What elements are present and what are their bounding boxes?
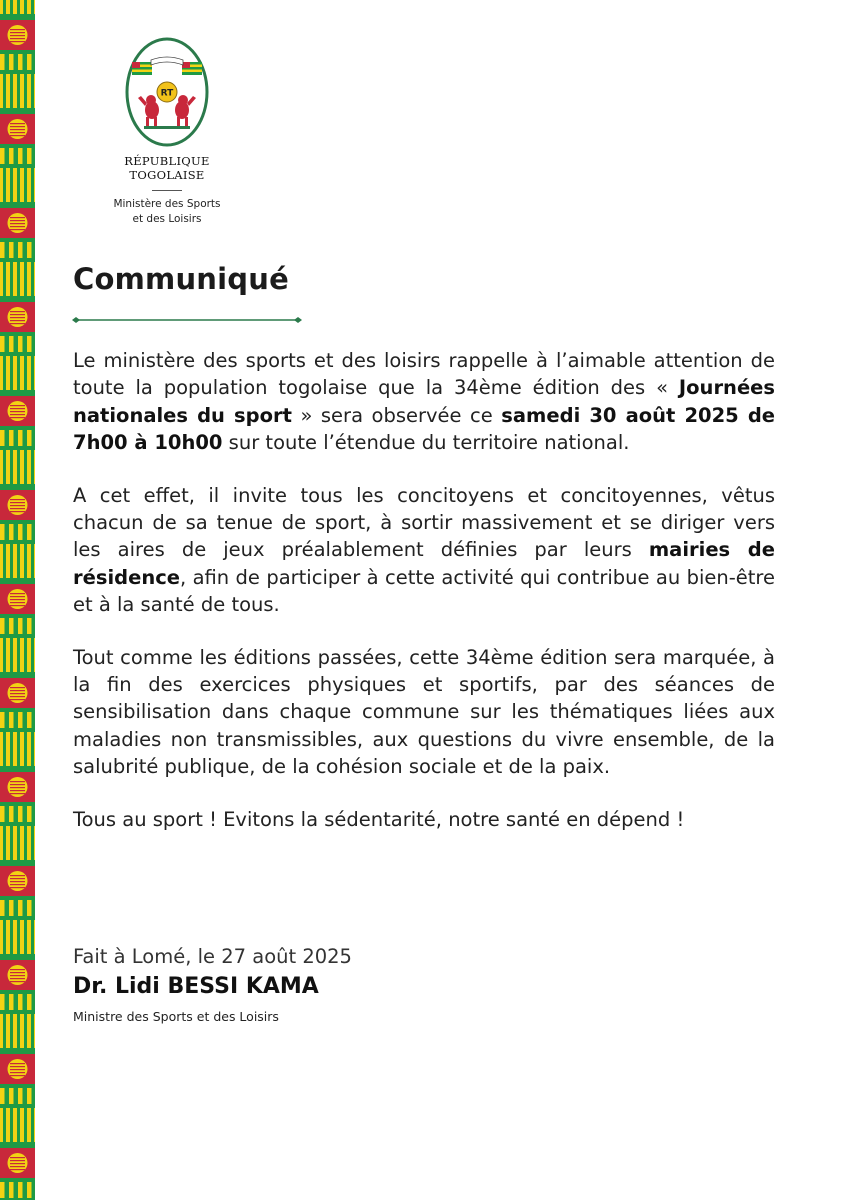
- border-medallion-line: [10, 1063, 25, 1064]
- border-stripe: [3, 920, 6, 954]
- border-stripe: [3, 0, 6, 14]
- border-stripe: [17, 450, 20, 484]
- border-check: [9, 524, 14, 540]
- border-stripe: [24, 356, 27, 390]
- border-medallion-line: [10, 408, 25, 409]
- border-check: [18, 336, 23, 352]
- border-stripe: [3, 356, 6, 390]
- document-title: Communiqué: [73, 262, 289, 296]
- p1-text-2: » sera observée ce: [291, 403, 502, 427]
- border-medallion-line: [10, 969, 25, 970]
- border-check: [18, 900, 23, 916]
- border-medallion-line: [10, 132, 25, 133]
- border-medallion-line: [10, 502, 25, 503]
- border-medallion-line: [10, 978, 25, 979]
- border-check: [9, 712, 14, 728]
- border-stripe: [31, 0, 34, 14]
- border-medallion-line: [10, 32, 25, 33]
- border-check: [18, 242, 23, 258]
- border-medallion-line: [10, 793, 25, 794]
- republic-name: RÉPUBLIQUE TOGOLAISE: [124, 154, 210, 182]
- border-stripe: [10, 168, 13, 202]
- border-medallion-line: [10, 35, 25, 36]
- border-stripe: [31, 168, 34, 202]
- border-stripe: [17, 262, 20, 296]
- border-stripe: [31, 920, 34, 954]
- border-medallion-line: [10, 605, 25, 606]
- border-check: [9, 148, 14, 164]
- p1-text-1: Le ministère des sports et des loisirs rappelle à l’aimable attention de toute la population togolaise que la 34ème édition des «: [73, 349, 775, 400]
- border-check: [0, 806, 5, 822]
- border-stripe: [10, 1108, 13, 1142]
- border-medallion-line: [10, 320, 25, 321]
- border-check: [0, 994, 5, 1010]
- border-stripe: [24, 74, 27, 108]
- p2-mairies: mairies de résidence: [73, 538, 775, 589]
- border-check: [27, 900, 32, 916]
- border-stripe: [31, 1108, 34, 1142]
- border-medallion-line: [10, 887, 25, 888]
- p1-text-3: sur toute l’étendue du territoire national.: [222, 431, 630, 455]
- border-check: [9, 242, 14, 258]
- border-stripe: [31, 262, 34, 296]
- border-medallion-line: [10, 790, 25, 791]
- border-stripe: [24, 450, 27, 484]
- border-stripe: [17, 356, 20, 390]
- border-medallion-line: [10, 593, 25, 594]
- border-stripe: [31, 74, 34, 108]
- border-medallion-line: [10, 690, 25, 691]
- border-stripe: [17, 168, 20, 202]
- border-medallion-line: [10, 499, 25, 500]
- border-check: [0, 242, 5, 258]
- border-stripe: [3, 168, 6, 202]
- communique-body: [73, 347, 775, 858]
- paragraph-awareness: Tout comme les éditions passées, cette 34ème édition sera marquée, à la fin des exercices physiques et sportifs, par des séances de sensibilisation dans chaque commune sur les thématiques liées aux maladies non transmissibles, aux questions du vivre ensemble, de la salubrité publique, de la cohésion sociale et de la paix.: [73, 645, 775, 779]
- border-stripe: [10, 732, 13, 766]
- border-check: [27, 148, 32, 164]
- border-check: [18, 430, 23, 446]
- border-medallion-line: [10, 784, 25, 785]
- border-stripe: [3, 826, 6, 860]
- border-medallion-line: [10, 1066, 25, 1067]
- flag-right-icon: [182, 62, 202, 75]
- border-check: [18, 1182, 23, 1198]
- border-stripe: [17, 74, 20, 108]
- border-check: [0, 148, 5, 164]
- border-medallion-line: [10, 126, 25, 127]
- border-stripe: [10, 920, 13, 954]
- header-divider: [152, 190, 182, 191]
- border-medallion-line: [10, 314, 25, 315]
- border-medallion-line: [10, 875, 25, 876]
- border-medallion-line: [10, 323, 25, 324]
- paragraph-slogan: Tous au sport ! Evitons la sédentarité, notre santé en dépend !: [73, 807, 685, 831]
- border-check: [0, 524, 5, 540]
- border-medallion-line: [10, 226, 25, 227]
- border-stripe: [3, 732, 6, 766]
- signatory-title: Ministre des Sports et des Loisirs: [73, 1009, 279, 1024]
- paragraph-announcement: [73, 347, 775, 457]
- border-check: [9, 1088, 14, 1104]
- border-medallion-line: [10, 217, 25, 218]
- border-check: [0, 618, 5, 634]
- border-medallion-line: [10, 878, 25, 879]
- border-stripe: [24, 638, 27, 672]
- border-stripe: [10, 544, 13, 578]
- border-medallion-line: [10, 38, 25, 39]
- border-check: [27, 336, 32, 352]
- title-divider: [72, 314, 302, 326]
- border-stripe: [24, 826, 27, 860]
- border-stripe: [24, 1014, 27, 1048]
- border-check: [18, 524, 23, 540]
- border-stripe: [3, 450, 6, 484]
- paragraph-invitation: [73, 482, 775, 619]
- p2-text-1: A cet effet, il invite tous les concitoyens et concitoyennes, vêtus chacun de sa tenue de sport, à sortir massivement et se diriger vers les aires de jeux préalablement définies par leurs: [73, 483, 775, 562]
- border-medallion-line: [10, 1157, 25, 1158]
- signatory-name: Dr. Lidi BESSI KAMA: [73, 974, 319, 999]
- border-stripe: [3, 262, 6, 296]
- border-check: [9, 994, 14, 1010]
- border-check: [0, 54, 5, 70]
- border-stripe: [10, 1014, 13, 1048]
- border-check: [27, 54, 32, 70]
- border-stripe: [17, 638, 20, 672]
- border-medallion-line: [10, 699, 25, 700]
- border-stripe: [17, 826, 20, 860]
- border-stripe: [24, 1108, 27, 1142]
- border-check: [18, 54, 23, 70]
- seal-initials: RT: [160, 88, 174, 99]
- border-check: [9, 900, 14, 916]
- border-medallion-line: [10, 223, 25, 224]
- border-stripe: [3, 1014, 6, 1048]
- p2-text-2: , afin de participer à cette activité qui contribue au bien-être et à la santé de tous.: [73, 565, 775, 617]
- border-medallion-line: [10, 1075, 25, 1076]
- border-stripe: [24, 920, 27, 954]
- border-check: [27, 618, 32, 634]
- border-stripe: [10, 356, 13, 390]
- ministry-line-1: Ministère des Sports: [113, 198, 221, 210]
- border-stripe: [24, 732, 27, 766]
- border-medallion-line: [10, 411, 25, 412]
- flag-left-icon: [132, 62, 152, 75]
- border-medallion-line: [10, 1072, 25, 1073]
- border-check: [9, 1182, 14, 1198]
- border-stripe: [17, 544, 20, 578]
- border-check: [0, 712, 5, 728]
- border-medallion-line: [10, 787, 25, 788]
- border-stripe: [10, 74, 13, 108]
- border-check: [27, 1088, 32, 1104]
- border-medallion-line: [10, 602, 25, 603]
- border-stripe: [10, 638, 13, 672]
- border-stripe: [17, 920, 20, 954]
- border-stripe: [24, 262, 27, 296]
- border-check: [27, 712, 32, 728]
- border-medallion-line: [10, 884, 25, 885]
- border-medallion-line: [10, 972, 25, 973]
- border-check: [0, 1088, 5, 1104]
- coat-of-arms-logo: [124, 36, 210, 148]
- border-stripe: [31, 1014, 34, 1048]
- border-check: [9, 430, 14, 446]
- border-stripe: [3, 74, 6, 108]
- border-check: [0, 336, 5, 352]
- ministry-line-2: et des Loisirs: [132, 213, 202, 225]
- border-medallion-line: [10, 975, 25, 976]
- border-medallion-line: [10, 41, 25, 42]
- border-check: [27, 1182, 32, 1198]
- border-check: [0, 430, 5, 446]
- border-check: [18, 1088, 23, 1104]
- ministry-name: [97, 197, 237, 227]
- border-medallion-line: [10, 417, 25, 418]
- border-stripe: [31, 826, 34, 860]
- border-stripe: [17, 1014, 20, 1048]
- border-medallion-line: [10, 511, 25, 512]
- border-medallion-line: [10, 29, 25, 30]
- border-medallion-line: [10, 1069, 25, 1070]
- border-check: [18, 148, 23, 164]
- border-check: [9, 618, 14, 634]
- border-stripe: [10, 826, 13, 860]
- border-medallion-line: [10, 123, 25, 124]
- border-stripe: [31, 732, 34, 766]
- border-check: [0, 900, 5, 916]
- border-medallion-line: [10, 229, 25, 230]
- border-stripe: [31, 544, 34, 578]
- border-stripe: [17, 1108, 20, 1142]
- kente-border: [0, 0, 35, 1200]
- border-stripe: [31, 450, 34, 484]
- border-medallion-line: [10, 317, 25, 318]
- border-stripe: [17, 732, 20, 766]
- border-medallion-line: [10, 1166, 25, 1167]
- border-medallion-line: [10, 693, 25, 694]
- border-medallion-line: [10, 1169, 25, 1170]
- letterhead: [97, 36, 237, 227]
- border-medallion-line: [10, 1163, 25, 1164]
- border-medallion-line: [10, 696, 25, 697]
- border-check: [0, 1182, 5, 1198]
- border-medallion-line: [10, 596, 25, 597]
- border-check: [27, 524, 32, 540]
- border-check: [18, 712, 23, 728]
- signature-block: [73, 945, 352, 1024]
- border-stripe: [10, 262, 13, 296]
- border-check: [9, 806, 14, 822]
- p1-event-date: samedi 30 août 2025 de 7h00 à 10h00: [73, 403, 776, 455]
- border-check: [27, 430, 32, 446]
- border-stripe: [31, 638, 34, 672]
- border-medallion-line: [10, 1160, 25, 1161]
- border-stripe: [24, 0, 27, 14]
- border-check: [9, 336, 14, 352]
- border-medallion-line: [10, 505, 25, 506]
- border-medallion-line: [10, 414, 25, 415]
- p1-event-name: Journées nationales du sport: [73, 376, 775, 427]
- border-check: [27, 806, 32, 822]
- border-medallion-line: [10, 405, 25, 406]
- border-medallion-line: [10, 981, 25, 982]
- border-check: [18, 618, 23, 634]
- border-medallion-line: [10, 881, 25, 882]
- border-stripe: [3, 638, 6, 672]
- border-medallion-line: [10, 508, 25, 509]
- border-medallion-line: [10, 135, 25, 136]
- border-medallion-line: [10, 781, 25, 782]
- border-check: [27, 994, 32, 1010]
- border-medallion-line: [10, 687, 25, 688]
- border-stripe: [3, 1108, 6, 1142]
- border-stripe: [24, 168, 27, 202]
- border-stripe: [24, 544, 27, 578]
- border-check: [9, 54, 14, 70]
- border-stripe: [3, 544, 6, 578]
- border-medallion-line: [10, 599, 25, 600]
- border-check: [18, 994, 23, 1010]
- border-medallion-line: [10, 220, 25, 221]
- border-stripe: [31, 356, 34, 390]
- border-medallion-line: [10, 129, 25, 130]
- border-stripe: [10, 450, 13, 484]
- border-check: [27, 242, 32, 258]
- border-stripe: [10, 0, 13, 14]
- border-stripe: [17, 0, 20, 14]
- place-and-date: Fait à Lomé, le 27 août 2025: [73, 945, 352, 968]
- border-medallion-line: [10, 311, 25, 312]
- border-check: [18, 806, 23, 822]
